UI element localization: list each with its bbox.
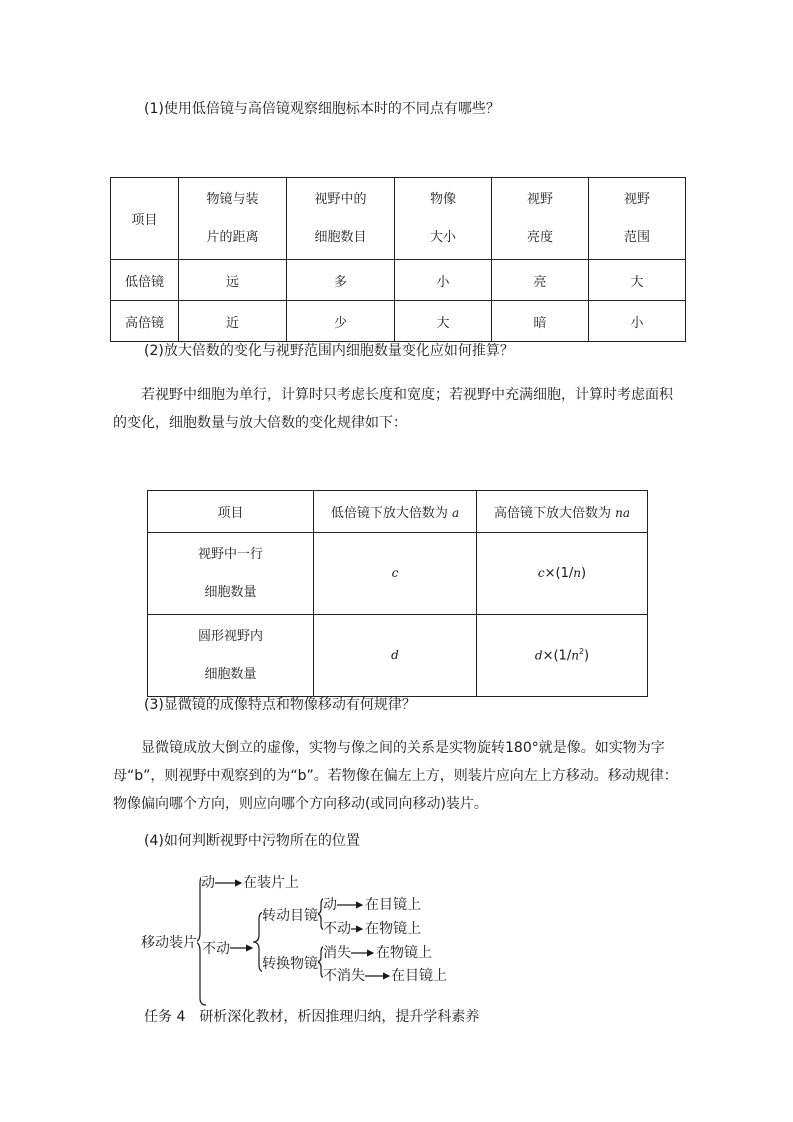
paragraph-3: 显微镜成放大倒立的虚像，实物与像之间的关系是实物旋转180°就是像。如实物为字母“b”，则视野中观察到的为“b”。若物像在偏左上方，则装片应向左上方移动。移动规律：物像偏向哪个方向，则应向哪个方向移动(或同向移动)装片。 xyxy=(113,740,678,812)
question-2: (2)放大倍数的变化与视野范围内细胞数量变化应如何推算？ xyxy=(144,343,514,359)
table-cell: 多 xyxy=(287,260,395,301)
header-cell: 项目 xyxy=(148,491,314,533)
diagram-not-disappear-label: 不消失 xyxy=(323,968,365,984)
diagram-move-result: 在装片上 xyxy=(243,875,299,891)
diagram-move-label: 动 xyxy=(201,875,215,891)
table-cell: 近 xyxy=(179,301,287,342)
table-cell: d xyxy=(314,615,477,697)
diagram-rot-move-result: 在目镜上 xyxy=(365,897,421,913)
table-cell: 大 xyxy=(589,260,686,301)
table-cell: 低倍镜 xyxy=(111,260,179,301)
header-cell: 视野 范围 xyxy=(589,178,686,260)
diagram-rot-move-label: 动 xyxy=(323,897,337,913)
table-cell: 亮 xyxy=(492,260,589,301)
header-cell: 视野中的 细胞数目 xyxy=(287,178,395,260)
table-cell: 小 xyxy=(395,260,492,301)
table-cell: 高倍镜 xyxy=(111,301,179,342)
diagram-rot-no-move-label: 不动 xyxy=(323,921,351,937)
diagram-no-move-label: 不动 xyxy=(202,941,230,957)
diagram-rotate-eyepiece: 转动目镜 xyxy=(262,908,318,924)
table-cell: $d\times(1/n^2)$ xyxy=(477,615,648,697)
question-3: (3)显微镜的成像特点和物像移动有何规律？ xyxy=(144,697,416,713)
diagram-disappear-result: 在物镜上 xyxy=(376,945,432,961)
table-cell: 小 xyxy=(589,301,686,342)
question-1: (1)使用低倍镜与高倍镜观察细胞标本时的不同点有哪些？ xyxy=(144,101,500,117)
table-cell: c xyxy=(314,533,477,615)
header-cell: 高倍镜下放大倍数为 na xyxy=(477,491,648,533)
header-cell: 项目 xyxy=(111,178,179,260)
table-cell: 视野中一行 细胞数量 xyxy=(148,533,314,615)
diagram-disappear-label: 消失 xyxy=(323,945,351,961)
table-cell: 远 xyxy=(179,260,287,301)
table-cell: 暗 xyxy=(492,301,589,342)
paragraph-2: 若视野中细胞为单行，计算时只考虑长度和宽度；若视野中充满细胞，计算时考虑面积的变化，细胞数量与放大倍数的变化规律如下： xyxy=(113,387,673,431)
table-cell: 少 xyxy=(287,301,395,342)
task-heading: 任务 4 研析深化教材，析因推理归纳，提升学科素养 xyxy=(144,1009,480,1025)
table-cell: c×(1/n) xyxy=(477,533,648,615)
table-cell: 大 xyxy=(395,301,492,342)
table-cell: 圆形视野内 细胞数量 xyxy=(148,615,314,697)
diagram-root-label: 移动装片 xyxy=(141,935,197,951)
question-4: (4)如何判断视野中污物所在的位置 xyxy=(144,833,360,849)
header-cell: 视野 亮度 xyxy=(492,178,589,260)
diagram-not-disappear-result: 在目镜上 xyxy=(391,968,447,984)
header-cell: 低倍镜下放大倍数为 a xyxy=(314,491,477,533)
diagram-rot-no-move-result: 在物镜上 xyxy=(365,921,421,937)
header-cell: 物像 大小 xyxy=(395,178,492,260)
diagram-swap-objective: 转换物镜 xyxy=(262,956,318,972)
header-cell: 物镜与装 片的距离 xyxy=(179,178,287,260)
